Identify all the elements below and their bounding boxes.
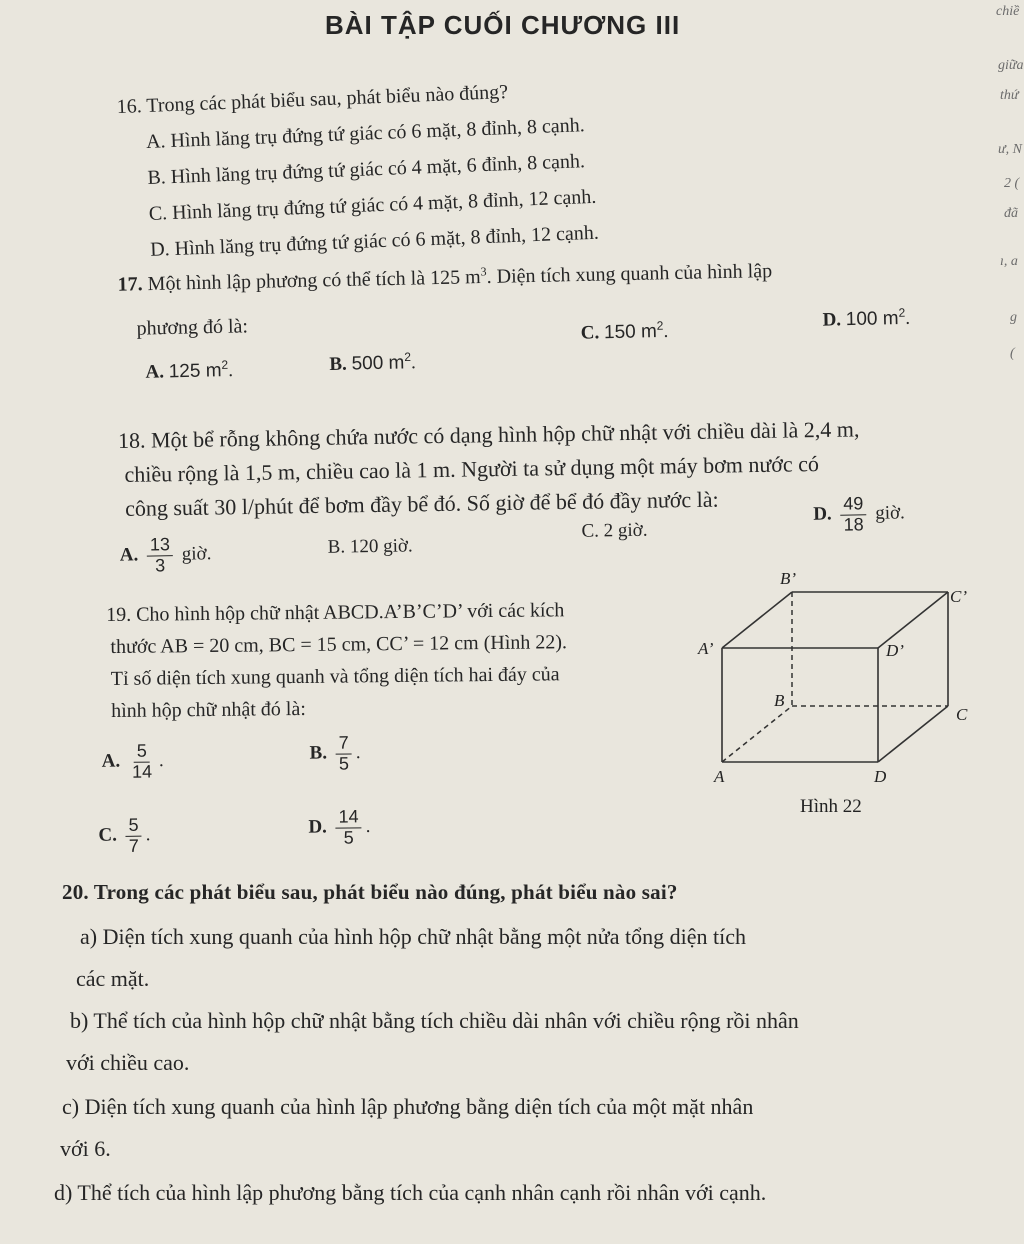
- q17-d-sup: 2: [898, 305, 906, 320]
- q18-d-label: D.: [813, 503, 832, 525]
- q17-b-sup: 2: [404, 349, 412, 365]
- margin-note: (: [1010, 346, 1015, 361]
- q17-number: 17.: [117, 273, 143, 296]
- q18-line3: công suất 30 l/phút để bơm đầy bể đó. Số giờ để bể đó đầy nước là:: [124, 486, 719, 521]
- box-figure: [690, 560, 1000, 830]
- q20-b-line2: với chiều cao.: [66, 1050, 190, 1075]
- q19-option-a: [101, 741, 163, 782]
- q20-d-line1: d) Thể tích của hình lập phương bằng tích của cạnh nhân cạnh rồi nhân với cạnh.: [54, 1180, 767, 1205]
- figure-caption: Hình 22: [800, 796, 862, 817]
- margin-note: giữa: [998, 58, 1024, 73]
- q20-a-line2: các mặt.: [76, 966, 150, 991]
- fraction-numerator: 13: [147, 535, 173, 556]
- vertex-label-b: B: [774, 691, 785, 710]
- fraction-numerator: 7: [336, 733, 352, 754]
- q18-option-c: C. 2 giờ.: [581, 519, 648, 542]
- q17-d-dot: .: [905, 307, 911, 329]
- vertex-label-b1: B’: [780, 569, 797, 588]
- q19-option-b: [309, 733, 360, 774]
- edge-d1-c1: [878, 592, 948, 648]
- margin-note: đã: [1004, 206, 1018, 221]
- q20-c-line2: với 6.: [60, 1136, 111, 1161]
- fraction-numerator: 5: [125, 816, 141, 837]
- fraction-denominator: 5: [343, 827, 354, 848]
- q17-a-dot: .: [228, 359, 234, 382]
- fraction-numerator: 5: [134, 742, 150, 763]
- q17-b-dot: .: [410, 352, 417, 374]
- q17-b-label: B.: [329, 353, 348, 375]
- q17-c-sup: 2: [656, 318, 664, 333]
- q19-line1: 19. Cho hình hộp chữ nhật ABCD.A’B’C’D’ với các kích: [106, 599, 565, 627]
- edge-a-b-hidden: [722, 706, 792, 762]
- q17-b-value: 500 m: [351, 352, 405, 375]
- q19-a-fraction: [129, 742, 155, 783]
- margin-note: 2 (: [1004, 176, 1020, 191]
- q18-a-label: A.: [119, 544, 139, 566]
- fraction-numerator: 14: [335, 807, 361, 828]
- margin-note: chiề: [996, 4, 1020, 19]
- q19-b-dot: .: [355, 742, 361, 764]
- q19-b-label: B.: [309, 742, 328, 764]
- q18-d-unit: giờ.: [875, 502, 905, 524]
- q19-option-c: [98, 816, 150, 857]
- q19-c-fraction: [125, 816, 141, 857]
- q17-c-label: C.: [580, 322, 600, 344]
- q20-stem: [62, 880, 678, 905]
- q19-d-label: D.: [308, 816, 327, 838]
- q17-d-label: D.: [822, 309, 842, 331]
- q19-option-d: [308, 807, 370, 848]
- q19-line2: thước AB = 20 cm, BC = 15 cm, CC’ = 12 cm (Hình 22).: [110, 631, 568, 658]
- fraction-denominator: 3: [155, 555, 166, 576]
- edge-a1-b1: [722, 592, 792, 648]
- q16-option-a: A. Hình lăng trụ đứng tứ giác có 6 mặt, 8 đỉnh, 8 cạnh.: [145, 114, 586, 153]
- margin-note: ư, N: [998, 142, 1022, 157]
- vertex-label-a1: A’: [698, 639, 714, 658]
- q18-option-b: B. 120 giờ.: [327, 535, 413, 558]
- q18-line1: 18. Một bể rỗng không chứa nước có dạng hình hộp chữ nhật với chiều dài là 2,4 m,: [117, 416, 860, 454]
- q16-stem: 16. Trong các phát biểu sau, phát biểu nào đúng?: [116, 81, 509, 119]
- margin-note: g: [1010, 310, 1017, 325]
- q19-d-fraction: [335, 807, 361, 848]
- q20-a-line1: a) Diện tích xung quanh của hình hộp chữ nhật bằng một nửa tổng diện tích: [80, 924, 746, 949]
- fraction-denominator: 5: [338, 753, 350, 774]
- q17-a-sup: 2: [221, 357, 229, 372]
- q19-c-label: C.: [98, 824, 118, 846]
- q17-a-value: 125 m: [168, 360, 222, 383]
- q17-sup: 3: [480, 264, 487, 279]
- fraction-denominator: 14: [131, 761, 153, 782]
- q17-stem-line2: phương đó là:: [136, 315, 249, 340]
- fraction-numerator: 49: [840, 494, 866, 515]
- q20-b-line1: b) Thể tích của hình hộp chữ nhật bằng tích chiều dài nhân với chiều rộng rồi nhân: [70, 1008, 799, 1033]
- q20-stem-text: 20. Trong các phát biểu sau, phát biểu nào đúng, phát biểu nào sai?: [62, 880, 678, 904]
- q19-b-fraction: [336, 733, 352, 774]
- q19-d-dot: .: [365, 815, 371, 837]
- vertex-label-c1: C’: [950, 587, 967, 606]
- q19-line4: hình hộp chữ nhật đó là:: [111, 697, 306, 722]
- vertex-label-a: A: [714, 767, 725, 786]
- q19-line3: Tỉ số diện tích xung quanh và tổng diện tích hai đáy của: [110, 663, 560, 690]
- q19-a-label: A.: [101, 750, 121, 772]
- q16-option-c: C. Hình lăng trụ đứng tứ giác có 4 mặt, 8 đỉnh, 12 cạnh.: [148, 185, 597, 225]
- q17-stem-text: Một hình lập phương có thể tích là 125 m: [147, 266, 481, 296]
- fraction-denominator: 7: [128, 835, 139, 856]
- q17-c-dot: .: [663, 320, 669, 342]
- q17-c-value: 150 m: [603, 321, 658, 344]
- q17-a-label: A.: [145, 361, 165, 383]
- fraction-denominator: 18: [843, 514, 864, 535]
- q19-c-dot: .: [145, 824, 151, 846]
- q16-option-d: D. Hình lăng trụ đứng tứ giác có 6 mặt, 8 đỉnh, 12 cạnh.: [149, 221, 600, 261]
- q17-stem-text-2: . Diện tích xung quanh của hình lập: [486, 259, 773, 288]
- q16-option-b: B. Hình lăng trụ đứng tứ giác có 4 mặt, 6 đỉnh, 8 cạnh.: [147, 150, 586, 189]
- margin-note: thứ: [1000, 88, 1019, 103]
- q17-d-value: 100 m: [845, 308, 899, 331]
- vertex-label-d1: D’: [886, 641, 904, 660]
- edge-d-c: [878, 706, 948, 762]
- q19-a-dot: .: [158, 750, 164, 772]
- q20-c-line1: c) Diện tích xung quanh của hình lập phương bằng diện tích của một mặt nhân: [62, 1094, 754, 1119]
- page-title: BÀI TẬP CUỐI CHƯƠNG III: [325, 10, 681, 40]
- q18-a-unit: giờ.: [181, 543, 212, 565]
- vertex-label-d: D: [874, 767, 887, 786]
- margin-note: ı, a: [1000, 254, 1018, 269]
- vertex-label-c: C: [956, 705, 968, 724]
- q18-line2: chiều rộng là 1,5 m, chiều cao là 1 m. Người ta sử dụng một máy bơm nước có: [124, 451, 820, 487]
